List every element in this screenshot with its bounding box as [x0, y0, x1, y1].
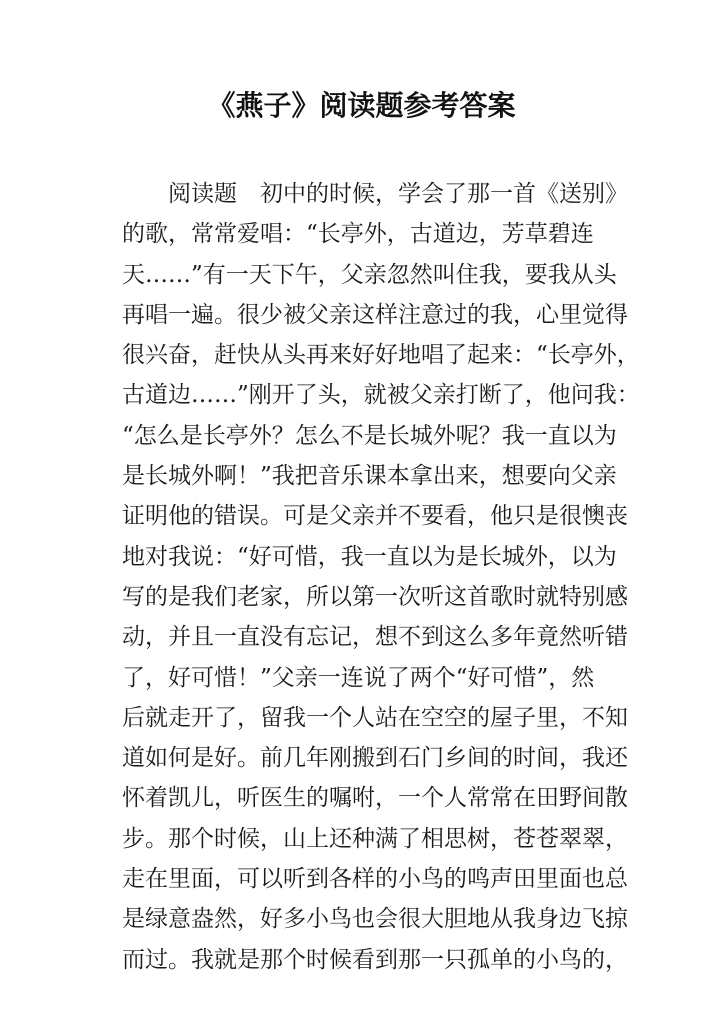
text-line: 了，好可惜！”父亲一连说了两个“好可惜”，然	[122, 664, 595, 691]
text-line: “怎么是长亭外？怎么不是长城外呢？我一直以为	[122, 422, 617, 449]
text-line: 再唱一遍。很少被父亲这样注意过的我，心里觉得	[122, 301, 628, 328]
document-title: 《燕子》阅读题参考答案	[207, 89, 516, 122]
text-line: 而过。我就是那个时候看到那一只孤单的小鸟的，	[122, 946, 628, 973]
text-line: 是长城外啊！”我把音乐课本拿出来，想要向父亲	[122, 463, 617, 490]
text-line: 的歌，常常爱唱：“长亭外，古道边，芳草碧连	[122, 221, 594, 248]
text-line: 天……”有一天下午，父亲忽然叫住我，要我从头	[122, 261, 617, 288]
text-line: 很兴奋，赶快从头再来好好地唱了起来：“长亭外，	[122, 342, 640, 369]
text-line: 后就走开了，留我一个人站在空空的屋子里，不知	[122, 704, 628, 731]
text-line: 走在里面，可以听到各样的小鸟的鸣声田里面也总	[122, 866, 628, 893]
text-line: 古道边……”刚开了头，就被父亲打断了，他问我：	[122, 382, 640, 409]
text-line: 写的是我们老家，所以第一次听这首歌时就特别感	[122, 583, 628, 610]
text-line: 道如何是好。前几年刚搬到石门乡间的时间，我还	[122, 745, 628, 772]
text-line: 阅读题 初中的时候，学会了那一首《送别》	[168, 181, 628, 207]
document-body	[122, 174, 640, 980]
text-line: 证明他的错误。可是父亲并不要看，他只是很懊丧	[122, 503, 628, 530]
text-line: 地对我说：“好可惜，我一直以为是长城外，以为	[122, 543, 617, 570]
text-line: 步。那个时候，山上还种满了相思树，苍苍翠翠，	[122, 825, 628, 852]
text-line: 动，并且一直没有忘记，想不到这么多年竟然听错	[122, 624, 628, 651]
text-line: 怀着凯儿，听医生的嘱咐，一个人常常在田野间散	[122, 785, 628, 812]
text-line: 是绿意盎然，好多小鸟也会很大胆地从我身边飞掠	[122, 906, 628, 933]
